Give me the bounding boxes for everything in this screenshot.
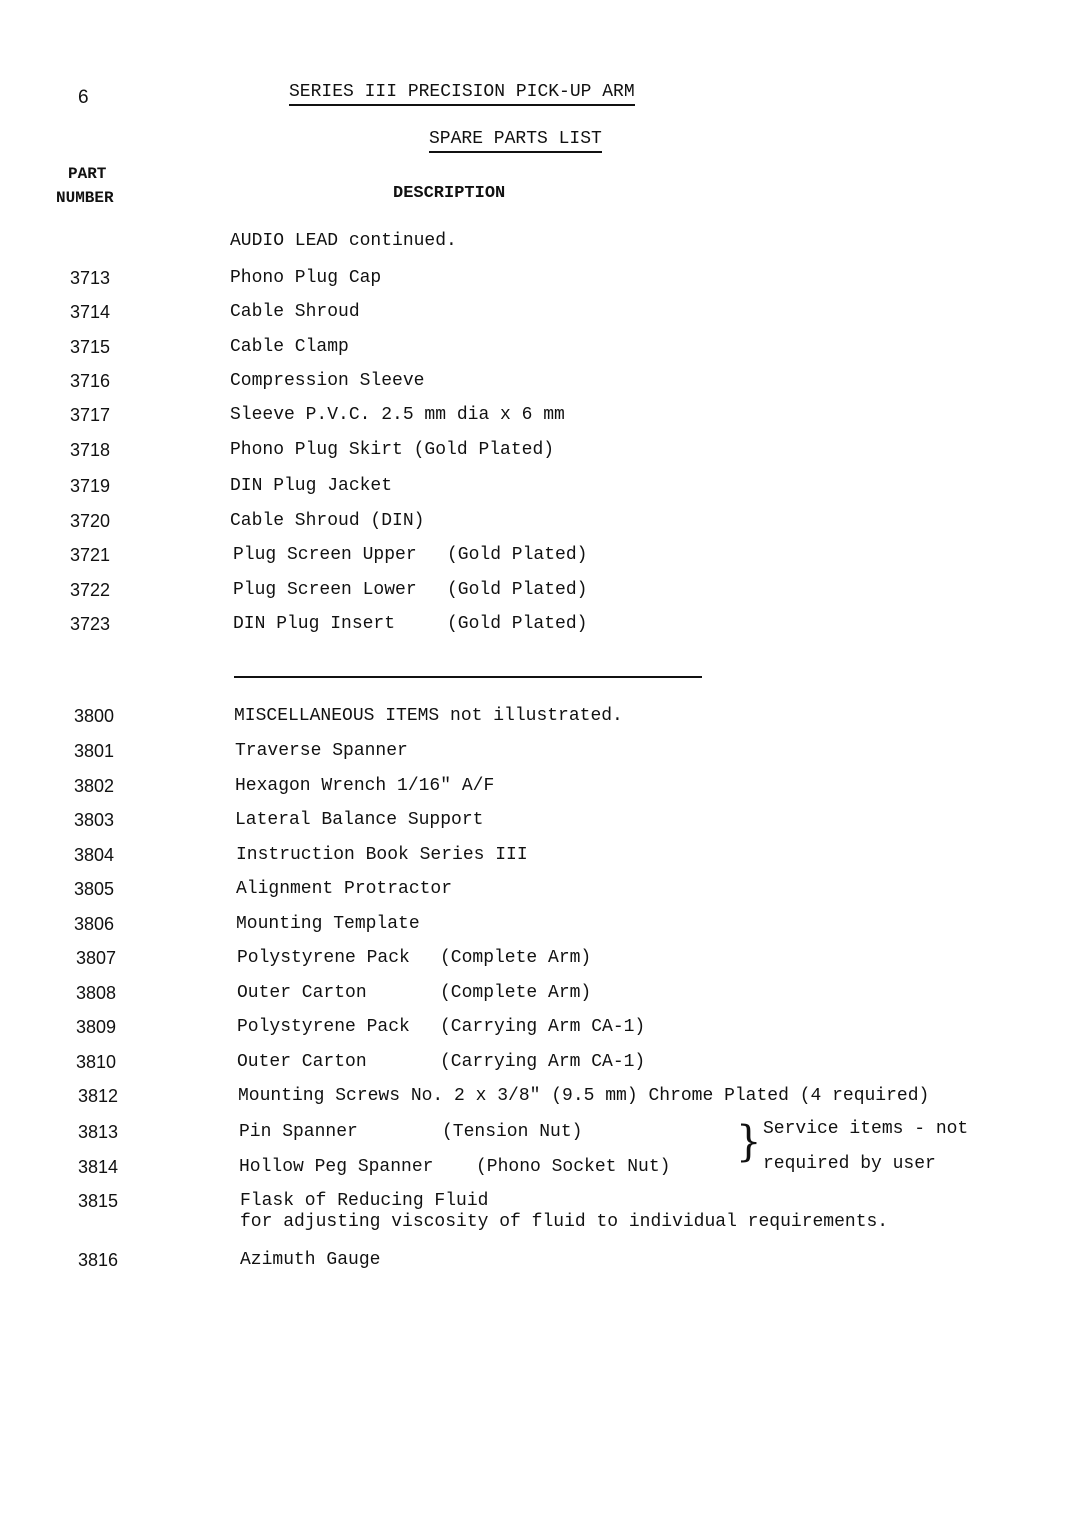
part-description: Compression Sleeve — [230, 371, 425, 391]
part-number: 3809 — [76, 1017, 117, 1037]
part-number: 3720 — [70, 511, 111, 531]
section-divider — [234, 676, 702, 678]
part-description: Traverse Spanner — [235, 741, 408, 761]
part-note: (Gold Plated) — [447, 545, 588, 565]
part-description: Azimuth Gauge — [240, 1250, 381, 1270]
part-description: Lateral Balance Support — [235, 810, 484, 830]
part-description: Outer Carton — [237, 1052, 367, 1072]
part-number: 3721 — [70, 545, 111, 565]
column-header-part: PART — [68, 165, 107, 183]
part-description: Plug Screen Upper — [233, 545, 417, 565]
part-note: (Carrying Arm CA-1) — [440, 1052, 646, 1072]
list-item — [0, 741, 1080, 771]
list-item — [0, 776, 1080, 806]
list-item — [0, 810, 1080, 840]
part-number: 3723 — [70, 614, 111, 634]
part-description: Hollow Peg Spanner — [239, 1157, 434, 1177]
part-note: (Tension Nut) — [442, 1122, 583, 1142]
part-description: Alignment Protractor — [236, 879, 453, 899]
part-number: 3717 — [70, 405, 111, 425]
list-item — [0, 268, 1080, 298]
part-description: Polystyrene Pack — [237, 948, 410, 968]
part-description: Cable Shroud — [230, 302, 360, 322]
part-description: Mounting Template — [236, 914, 420, 934]
part-number: 3813 — [78, 1122, 119, 1142]
list-item — [0, 545, 1080, 575]
part-number: 3806 — [74, 914, 115, 934]
list-item — [0, 405, 1080, 435]
list-item — [0, 845, 1080, 875]
part-description: Pin Spanner — [239, 1122, 358, 1142]
part-number: 3718 — [70, 440, 111, 460]
part-note: (Phono Socket Nut) — [476, 1157, 671, 1177]
list-item — [0, 1086, 1080, 1116]
part-number: 3722 — [70, 580, 111, 600]
part-description: Outer Carton — [237, 983, 367, 1003]
part-number: 3805 — [74, 879, 115, 899]
fluid-note: for adjusting viscosity of fluid to individual requirements. — [240, 1212, 889, 1232]
part-note: (Carrying Arm CA-1) — [440, 1017, 646, 1037]
part-number: 3814 — [78, 1157, 119, 1177]
section-heading-misc — [0, 706, 1080, 736]
part-number: 3808 — [76, 983, 117, 1003]
part-description: Sleeve P.V.C. 2.5 mm dia x 6 mm — [230, 405, 565, 425]
list-item — [0, 879, 1080, 909]
part-description: DIN Plug Jacket — [230, 476, 393, 496]
part-description: Plug Screen Lower — [233, 580, 417, 600]
part-description: Flask of Reducing Fluid — [240, 1191, 489, 1211]
part-number: 3812 — [78, 1086, 119, 1106]
list-item — [0, 476, 1080, 506]
list-item — [0, 440, 1080, 470]
part-number: 3802 — [74, 776, 115, 796]
part-number: 3719 — [70, 476, 111, 496]
list-item — [0, 337, 1080, 367]
part-description: Polystyrene Pack — [237, 1017, 410, 1037]
part-description: Instruction Book Series III — [236, 845, 528, 865]
list-item — [0, 302, 1080, 332]
brace-bracket: } — [736, 1117, 762, 1167]
list-item — [0, 914, 1080, 944]
list-item — [0, 511, 1080, 541]
list-item — [0, 371, 1080, 401]
part-number: 3815 — [78, 1191, 119, 1211]
part-description: Phono Plug Skirt (Gold Plated) — [230, 440, 555, 460]
part-number: 3800 — [74, 706, 115, 726]
list-item — [0, 948, 1080, 978]
part-number: 3803 — [74, 810, 115, 830]
page-title: SERIES III PRECISION PICK-UP ARM — [289, 83, 635, 106]
part-number: 3801 — [74, 741, 115, 761]
list-item — [0, 1017, 1080, 1047]
list-item — [0, 1250, 1080, 1280]
column-header-number: NUMBER — [56, 189, 114, 207]
part-number: 3816 — [78, 1250, 119, 1270]
section-heading-label: MISCELLANEOUS ITEMS not illustrated. — [234, 706, 623, 726]
part-note: (Complete Arm) — [440, 948, 592, 968]
part-description: DIN Plug Insert — [233, 614, 396, 634]
part-description: Phono Plug Cap — [230, 268, 382, 288]
list-item — [0, 580, 1080, 610]
part-description: Cable Shroud (DIN) — [230, 511, 425, 531]
part-description: Mounting Screws No. 2 x 3/8" (9.5 mm) Chrome Plated (4 required) — [238, 1086, 930, 1106]
service-note-line2: required by user — [763, 1154, 936, 1174]
part-number: 3714 — [70, 302, 111, 322]
section-heading-audio-lead: AUDIO LEAD continued. — [230, 231, 457, 251]
part-number: 3804 — [74, 845, 115, 865]
part-number: 3715 — [70, 337, 111, 357]
list-item — [0, 1052, 1080, 1082]
service-note-line1: Service items - not — [763, 1119, 969, 1139]
column-header-description: DESCRIPTION — [393, 184, 506, 203]
part-description: Hexagon Wrench 1/16" A/F — [235, 776, 495, 796]
part-note: (Gold Plated) — [447, 614, 588, 634]
page-number: 6 — [78, 87, 89, 108]
part-number: 3807 — [76, 948, 117, 968]
page-subtitle: SPARE PARTS LIST — [429, 130, 602, 153]
part-description: Cable Clamp — [230, 337, 349, 357]
part-note: (Gold Plated) — [447, 580, 588, 600]
part-number: 3810 — [76, 1052, 117, 1072]
part-number: 3713 — [70, 268, 111, 288]
list-item — [0, 614, 1080, 644]
list-item — [0, 983, 1080, 1013]
part-note: (Complete Arm) — [440, 983, 592, 1003]
part-number: 3716 — [70, 371, 111, 391]
